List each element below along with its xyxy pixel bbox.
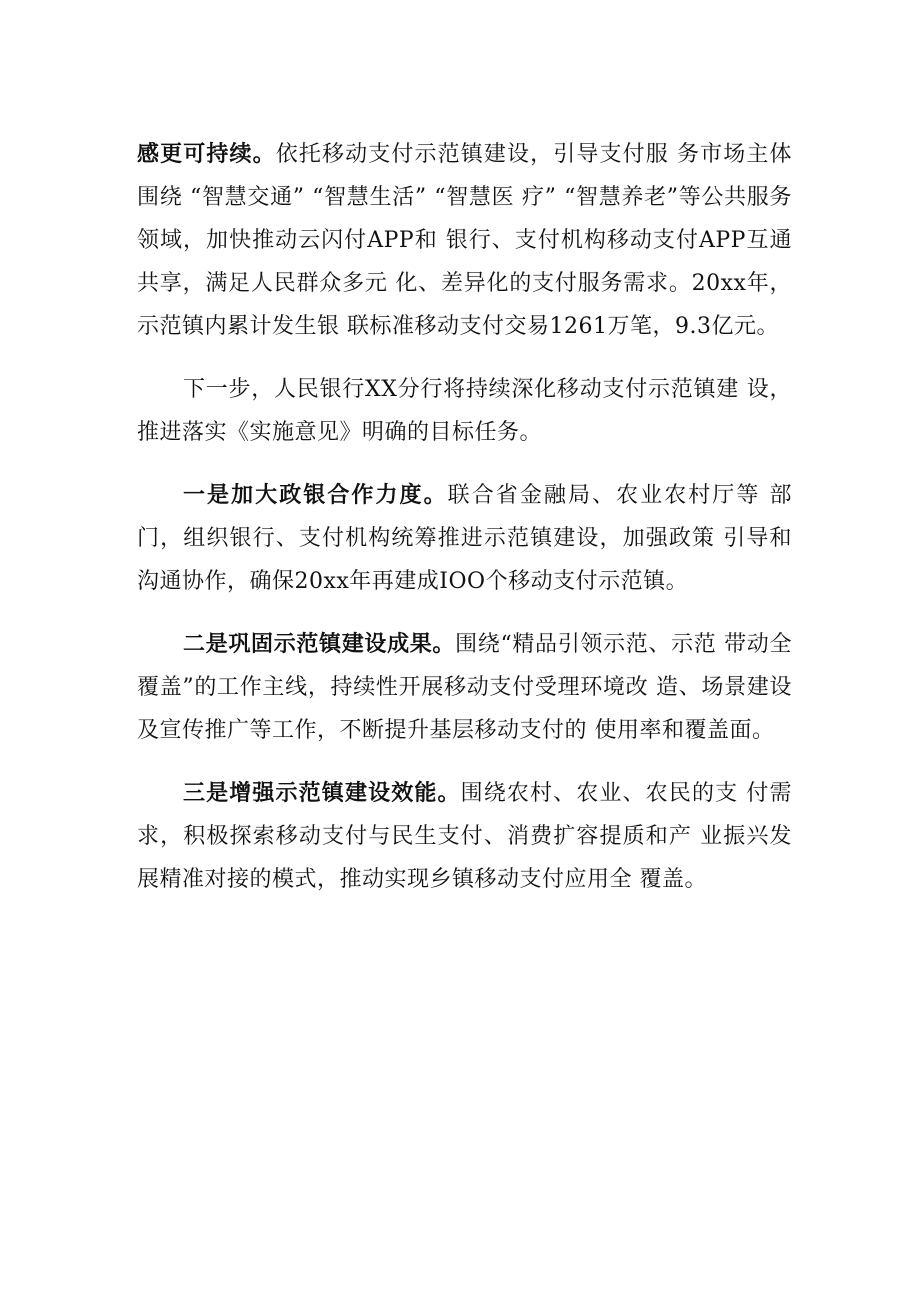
document-page (137, 133, 792, 901)
paragraph-point-one (137, 474, 792, 603)
paragraph-lead: 一是加大政银合作力度。 (183, 482, 448, 508)
paragraph-lead: 三是增强示范镇建设效能。 (183, 780, 461, 806)
paragraph-text: 联合省金融局、农业农村厅等 部门，组织银行、支付机构统筹推进示范镇建设，加强政策 引导和沟通协作，确保20xx年再建成IOO个移动支付示范镇。 (137, 483, 792, 594)
paragraph-point-three (137, 772, 792, 901)
paragraph-point-two (137, 623, 792, 752)
paragraph-lead: 二是巩固示范镇建设成果。 (183, 631, 456, 657)
paragraph-continuation (137, 133, 792, 348)
paragraph-text: 围绕“精品引领示范、示范 带动全覆盖”的工作主线，持续性开展移动支付受理环境改 造、场景建设及宣传推广等工作，不断提升基层移动支付的 使用率和覆盖面。 (137, 632, 792, 743)
paragraph-text: 围绕农村、农业、农民的支 付需求，积极探索移动支付与民生支付、消费扩容提质和产 业振兴发展精准对接的模式，推动实现乡镇移动支付应用全 覆盖。 (137, 781, 792, 892)
paragraph-text: 下一步，人民银行XX分行将持续深化移动支付示范镇建 设，推进落实《实施意见》明确的目标任务。 (137, 377, 792, 445)
paragraph-text: 依托移动支付示范镇建设，引导支付服 务市场主体围绕 “智慧交通” “智慧生活” “智慧医 疗” “智慧养老”等公共服务领域，加快推动云闪付APP和 银行、支付机构移动支付APP互通共享，满足人民群众多元 化、差异化的支付服务需求。20xx年，示范镇内累计发生银 联标准移动支付交易1261万笔，9.3亿元。 (137, 142, 792, 339)
paragraph-lead: 感更可持续。 (137, 141, 276, 167)
paragraph-next-steps (137, 368, 792, 454)
